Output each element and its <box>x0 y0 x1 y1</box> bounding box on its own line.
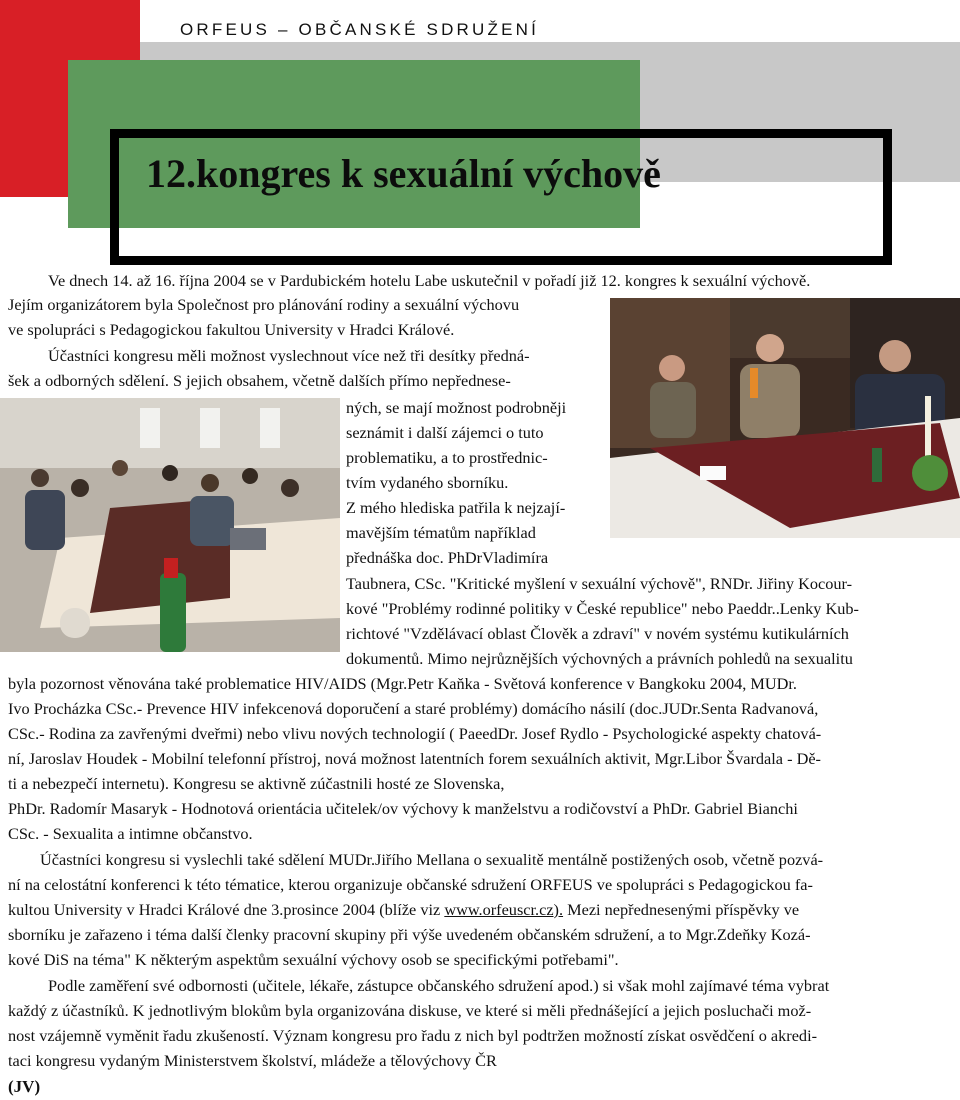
article-line-26 <box>8 900 799 920</box>
article-line-26-text: kultou University v Hradci Králové dne 3.prosince 2004 (blíže viz <box>8 900 445 919</box>
orfeus-website-link[interactable]: www.orfeuscr.cz). <box>444 900 564 919</box>
author-signature: (JV) <box>8 1077 41 1096</box>
article-line-14: kové "Problémy rodinné politiky v České republice" nebo Paeddr..Lenky Kub- <box>346 599 859 618</box>
article-line-7: seznámit i další zájemci o tuto <box>346 423 544 442</box>
article-line-5: šek a odborných sdělení. S jejich obsahem, včetně dalších přímo nepřednese- <box>8 371 511 390</box>
article-line-13: Taubnera, CSc. "Kritické myšlení v sexuální výchově", RNDr. Jiřiny Kocour- <box>346 574 853 593</box>
article-line-19: CSc.- Rodina za zavřenými dveřmi) nebo vlivu nových technologií ( PaeedDr. Josef Rydlo - Psychologické aspekty chatová- <box>8 724 822 743</box>
article-line-30: každý z účastníků. K jednotlivým blokům byla organizována diskuse, ve které si měli přednášející a jejich posluchači mož- <box>8 1001 812 1020</box>
article-line-25: ní na celostátní konferenci k této tématice, kterou organizuje občanské sdružení ORFEUS ve spolupráci s Pedagogickou fa- <box>8 875 813 894</box>
article-line-6: ných, se mají možnost podrobněji <box>346 398 567 417</box>
organization-name: ORFEUS – OBČANSKÉ SDRUŽENÍ <box>180 20 540 39</box>
article-line-23: CSc. - Sexualita a intimne občanstvo. <box>8 824 253 843</box>
article-line-4: Účastníci kongresu měli možnost vyslechnout více než tři desítky předná- <box>48 346 530 365</box>
article-line-3: ve spolupráci s Pedagogickou fakultou University v Hradci Králové. <box>8 320 455 339</box>
article-line-21: ti a nebezpečí internetu). Kongresu se aktivně zúčastnili hosté ze Slovenska, <box>8 774 505 793</box>
article-line-1: Ve dnech 14. až 16. října 2004 se v Pardubickém hotelu Labe uskutečnil v pořadí již 12. kongres k sexuální výchově. <box>48 271 811 290</box>
article-line-2: Jejím organizátorem byla Společnost pro plánování rodiny a sexuální výchovu <box>8 295 520 314</box>
article-line-9: tvím vydaného sborníku. <box>346 473 509 492</box>
article-line-22: PhDr. Radomír Masaryk - Hodnotová orientácia učitelek/ov výchovy k manželstvu a rodičovství a PhDr. Gabriel Bianchi <box>8 799 798 818</box>
article-line-27: sborníku je zařazeno i téma další členky pracovní skupiny při výše uvedeném občanském sdružení, a to Mgr.Zdeňky Kozá- <box>8 925 811 944</box>
article-line-15: richtové "Vzdělávací oblast Člověk a zdraví" v novém systému kutikulárních <box>346 624 849 643</box>
article-line-16: dokumentů. Mimo nejrůznějších výchovných a právních pohledů na sexualitu <box>346 649 853 668</box>
article-line-10: Z mého hlediska patřila k nejzají- <box>346 498 566 517</box>
page-title: 12.kongres k sexuální výchově <box>146 151 661 196</box>
article-line-26-tail: Mezi nepřednesenými příspěvky ve <box>563 900 800 919</box>
article-line-11: mavějším tématům například <box>346 523 536 542</box>
article-line-28: kové DiS na téma" K některým aspektům sexuální výchovy osob se specifickými potřebami". <box>8 950 619 969</box>
article-line-8: problematiku, a to prostřednic- <box>346 448 548 467</box>
article-line-24: Účastníci kongresu si vyslechli také sdělení MUDr.Jiřího Mellana o sexualitě mentálně postižených osob, včetně pozvá- <box>40 850 824 869</box>
conference-audience-photo <box>0 398 340 652</box>
article-line-31: nost vzájemně vyměnit řadu zkušeností. Význam kongresu pro řadu z nich byl podtržen možností získat osvědčení o akredi- <box>8 1026 818 1045</box>
article-line-12: přednáška doc. PhDrVladimíra <box>346 548 549 567</box>
article-line-29: Podle zaměření své odbornosti (učitele, lékaře, zástupce občanského sdružení apod.) si však mohl zajímavé téma vybrat <box>48 976 830 995</box>
article-line-20: ní, Jaroslav Houdek - Mobilní telefonní přístroj, nová možnost latentních forem sexuálních aktivit, Mgr.Libor Švardala - Dě- <box>8 749 821 768</box>
article-line-18: Ivo Procházka CSc.- Prevence HIV infekcenová doporučení a staré problémy) domácího násilí (doc.JUDr.Senta Radvanová, <box>8 699 819 718</box>
article-line-17: byla pozornost věnována také problematice HIV/AIDS (Mgr.Petr Kaňka - Světová konference v Bangkoku 2004, MUDr. <box>8 674 797 693</box>
article-line-32: taci kongresu vydaným Ministerstvem školství, mládeže a tělovýchovy ČR <box>8 1051 497 1070</box>
conference-panel-photo <box>610 298 960 538</box>
